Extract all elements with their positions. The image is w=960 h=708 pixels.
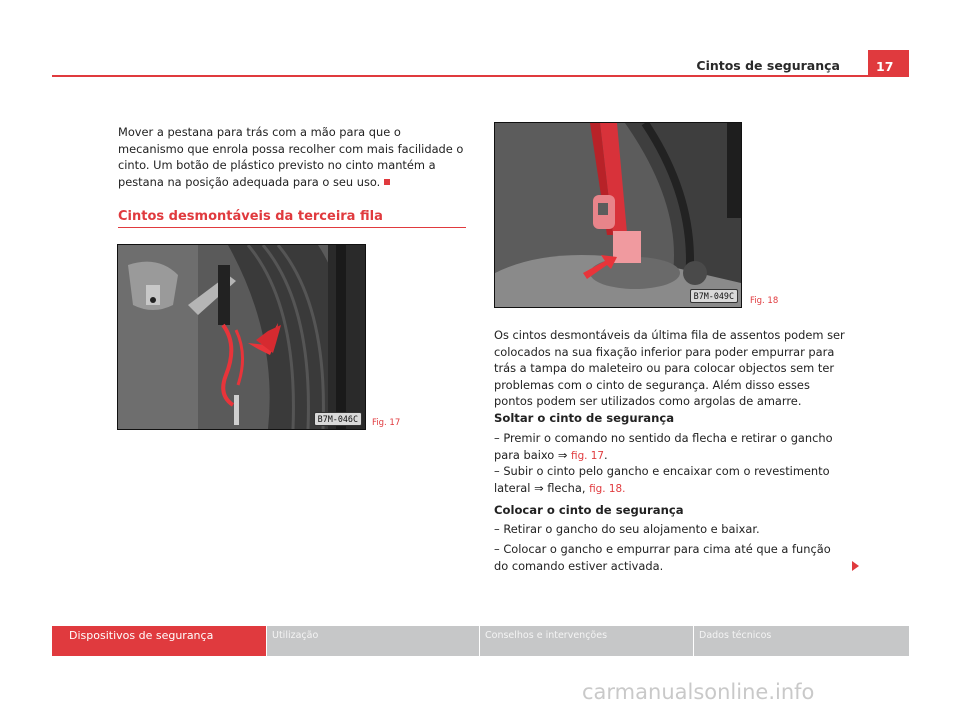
page-header-title: Cintos de segurança — [696, 58, 840, 73]
subheading-fasten: Colocar o cinto de segurança — [494, 503, 684, 517]
step-remove-hook: – Retirar o gancho do seu alojamento e baixar. — [494, 522, 760, 536]
step-1-end: . — [604, 447, 608, 462]
step-2-text: – Subir o cinto pelo gancho e encaixar com o revestimento lateral ⇒ flecha, — [494, 464, 830, 495]
figure-18-reference[interactable]: fig. 18. — [589, 482, 626, 495]
seatbelt-hook-illustration — [118, 245, 365, 429]
page-number: 17 — [868, 50, 909, 77]
section-title: Cintos desmontáveis da terceira fila — [118, 209, 383, 224]
section-underline — [118, 227, 466, 228]
intro-text: Mover a pestana para trás com a mão para que o mecanismo que enrola possa recolher com mais facilidade o cinto. Um botão de plástico previsto no cinto mantém a pestana na posição adequada para o seu uso. — [118, 125, 464, 189]
subheading-release: Soltar o cinto de segurança — [494, 411, 675, 425]
figure-17-code: B7M-046C — [314, 412, 362, 426]
header-rule — [52, 75, 909, 77]
tab-conselhos-e-intervencoes[interactable]: Conselhos e intervenções — [480, 626, 693, 656]
step-push-hook: – Colocar o gancho e empurrar para cima até que a função do comando estiver activada. — [494, 542, 831, 573]
figure-17-reference[interactable]: fig. 17 — [571, 449, 604, 462]
tab-dados-tecnicos[interactable]: Dados técnicos — [694, 626, 909, 656]
body-paragraph: Os cintos desmontáveis da última fila de assentos podem ser colocados na sua fixação inferior para poder empurrar para trás a tampa do maleteiro ou para colocar objectos sem ter problemas com o cinto de segurança. Além disso esses pontos podem ser utilizados como argolas de amarre. — [494, 328, 845, 409]
step-1-text: – Premir o comando no sentido da flecha e retirar o gancho para baixo ⇒ — [494, 431, 833, 462]
tab-dispositivos-de-seguranca[interactable]: Dispositivos de segurança — [52, 626, 266, 656]
step-release-hook — [494, 430, 846, 464]
figure-17-caption: Fig. 17 — [372, 418, 401, 428]
end-of-section-icon — [384, 179, 390, 185]
figure-17-photo — [117, 244, 366, 430]
step-raise-belt — [494, 463, 846, 497]
figure-18-photo — [494, 122, 742, 308]
continue-arrow-icon — [852, 561, 859, 571]
intro-paragraph — [118, 124, 470, 190]
figure-18-caption: Fig. 18 — [750, 296, 779, 306]
tab-utilizacao[interactable]: Utilização — [267, 626, 479, 656]
watermark: carmanualsonline.info — [582, 680, 815, 704]
figure-18-code: B7M-049C — [690, 289, 738, 303]
seatbelt-anchor-illustration — [495, 123, 741, 307]
